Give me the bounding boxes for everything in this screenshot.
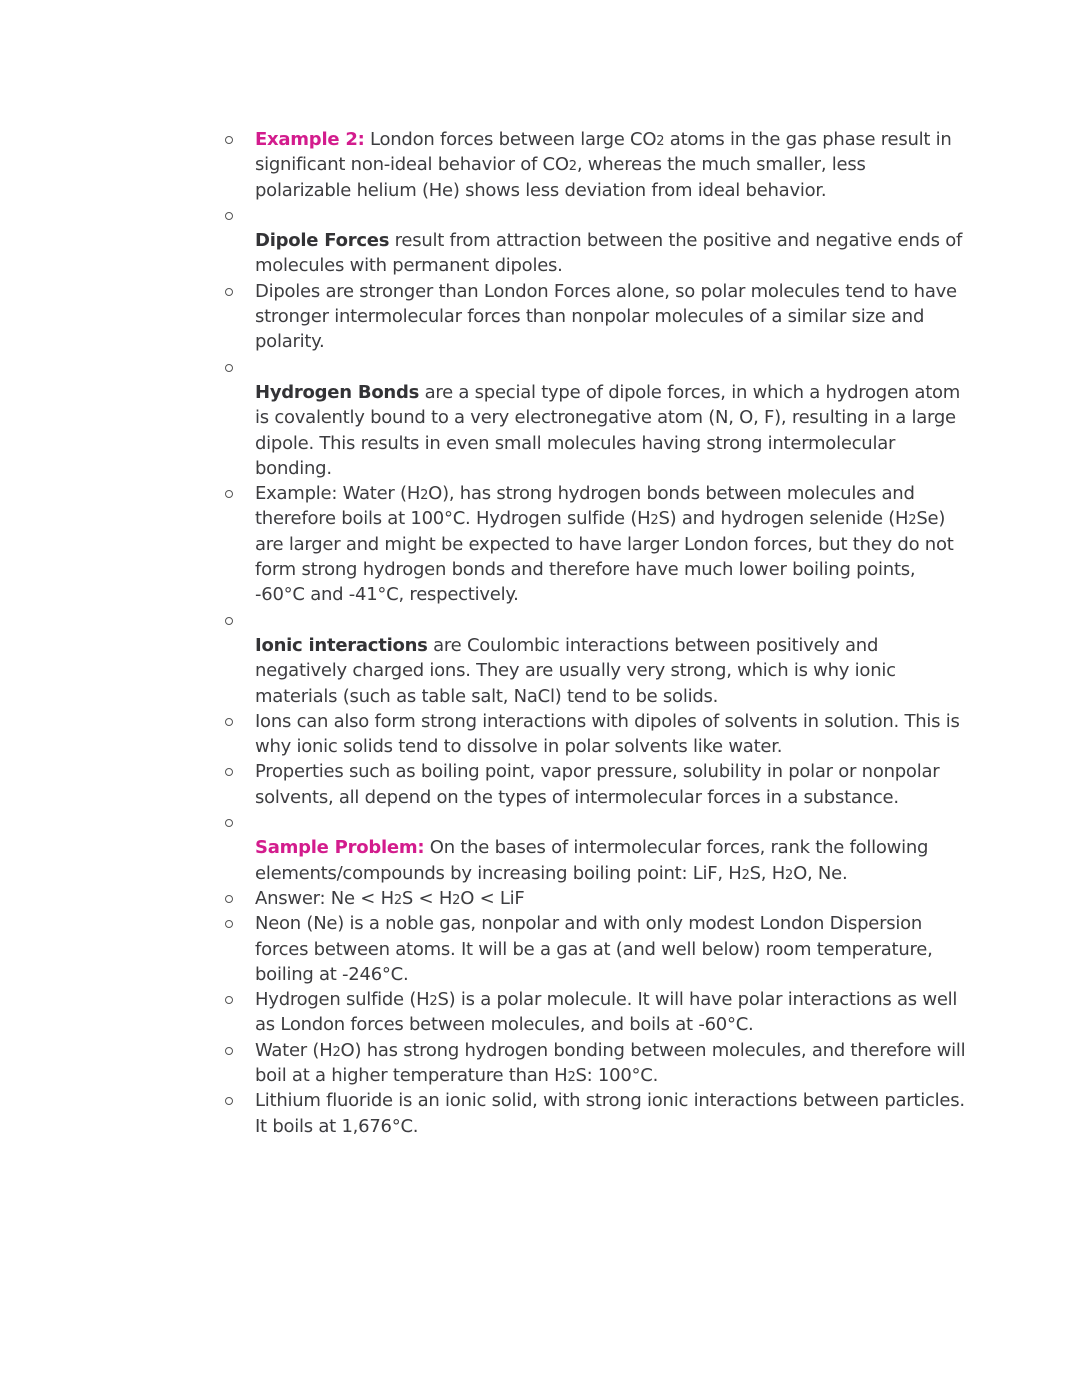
circle-bullet-icon bbox=[225, 920, 233, 928]
text-segment-normal: S, H bbox=[749, 862, 786, 884]
list-item bbox=[224, 886, 967, 911]
circle-bullet-icon bbox=[225, 1047, 233, 1055]
text-segment-normal: Properties such as boiling point, vapor pressure, solubility in polar or nonpolar solvents, all depend on the types of intermolecular forces in a substance. bbox=[255, 761, 940, 808]
text-segment-bold: Ionic interactions bbox=[255, 634, 428, 656]
list-item-text bbox=[255, 911, 967, 987]
text-segment-sub: 2 bbox=[393, 892, 402, 908]
text-segment-normal: Hydrogen sulfide (H bbox=[255, 989, 430, 1011]
text-segment-normal: atoms in the gas phase result in significant non-ideal behavior of CO bbox=[255, 129, 952, 176]
list-item-text bbox=[255, 759, 967, 810]
text-segment-normal: S < H bbox=[401, 887, 453, 909]
text-segment-sub: 2 bbox=[568, 159, 577, 175]
text-segment-sub: 2 bbox=[650, 513, 659, 529]
text-segment-sub: 2 bbox=[908, 513, 917, 529]
text-segment-normal: , whereas the much smaller, less polarizable helium (He) shows less deviation from ideal behavior. bbox=[255, 154, 866, 201]
list-item-text bbox=[255, 380, 967, 481]
list-item-text bbox=[255, 886, 967, 911]
list-item-text bbox=[255, 709, 967, 760]
text-segment-normal: S) and hydrogen selenide (H bbox=[658, 508, 909, 530]
text-segment-bold: Dipole Forces bbox=[255, 230, 390, 252]
list-item-text bbox=[255, 481, 967, 607]
text-segment-normal: Water (H bbox=[255, 1039, 333, 1061]
circle-bullet-icon bbox=[225, 819, 233, 827]
list-item bbox=[224, 1038, 967, 1089]
text-segment-normal: London forces between large CO bbox=[364, 129, 657, 150]
circle-bullet-icon bbox=[225, 212, 233, 220]
list-item bbox=[224, 987, 967, 1038]
list-item-text bbox=[255, 279, 967, 355]
list-item-text bbox=[255, 835, 967, 886]
text-segment-normal: Neon (Ne) is a noble gas, nonpolar and with only modest London Dispersion forces between atoms. It will be a gas at (and well below) room temperature, boiling at -246°C. bbox=[255, 913, 933, 985]
text-segment-sub: 2 bbox=[429, 994, 438, 1010]
list-item-text bbox=[255, 1038, 967, 1089]
list-item bbox=[224, 810, 967, 886]
text-segment-normal: Ions can also form strong interactions with dipoles of solvents in solution. This is why ionic solids tend to dissolve in polar solvents like water. bbox=[255, 710, 960, 758]
empty-bullet-line bbox=[255, 608, 967, 633]
text-segment-normal: are Coulombic interactions between positively and negatively charged ions. They are usually very strong, which is why ionic materials (such as table salt, NaCl) tend to be solids. bbox=[255, 634, 896, 707]
text-segment-accent-bold: Sample Problem: bbox=[255, 837, 425, 859]
list-item bbox=[224, 127, 967, 203]
empty-bullet-line bbox=[255, 203, 967, 228]
bullet-list bbox=[224, 127, 969, 1139]
circle-bullet-icon bbox=[225, 895, 233, 903]
text-segment-normal: Se) are larger and might be expected to have larger London forces, but they do not form strong hydrogen bonds and therefore have much lower boiling points, -60°C and -41°C, respectively. bbox=[255, 508, 954, 606]
empty-bullet-line bbox=[255, 810, 967, 835]
circle-bullet-icon bbox=[225, 490, 233, 498]
text-segment-normal: are a special type of dipole forces, in which a hydrogen atom is covalently bound to a very electronegative atom (N, O, F), resulting in a large dipole. This results in even small molecules having strong intermolecular bonding. bbox=[255, 381, 961, 479]
text-segment-normal: O < LiF bbox=[460, 887, 525, 909]
list-item bbox=[224, 481, 967, 607]
document-body bbox=[224, 127, 969, 1139]
text-segment-sub: 2 bbox=[741, 867, 750, 883]
circle-bullet-icon bbox=[225, 136, 233, 144]
list-item bbox=[224, 709, 967, 760]
text-segment-normal: On the bases of intermolecular forces, rank the following elements/compounds by increasing boiling point: LiF, H bbox=[255, 837, 929, 884]
text-segment-normal: Dipoles are stronger than London Forces alone, so polar molecules tend to have stronger intermolecular forces than nonpolar molecules of a similar size and polarity. bbox=[255, 280, 957, 353]
text-segment-normal: Lithium fluoride is an ionic solid, with strong ionic interactions between particles. It boils at 1,676°C. bbox=[255, 1090, 965, 1137]
circle-bullet-icon bbox=[225, 768, 233, 776]
circle-bullet-icon bbox=[225, 288, 233, 296]
list-item bbox=[224, 608, 967, 709]
list-item-text bbox=[255, 987, 967, 1038]
list-item bbox=[224, 355, 967, 481]
list-item-text bbox=[255, 633, 967, 709]
list-item-text bbox=[255, 1088, 967, 1139]
circle-bullet-icon bbox=[225, 718, 233, 726]
text-segment-normal: result from attraction between the positive and negative ends of molecules with permanent dipoles. bbox=[255, 230, 963, 277]
text-segment-sub: 2 bbox=[332, 1044, 341, 1060]
text-segment-normal: O, Ne. bbox=[793, 862, 848, 884]
list-item-text bbox=[255, 228, 967, 279]
circle-bullet-icon bbox=[225, 617, 233, 625]
text-segment-bold: Hydrogen Bonds bbox=[255, 381, 420, 403]
circle-bullet-icon bbox=[225, 1097, 233, 1105]
text-segment-normal: S) is a polar molecule. It will have polar interactions as well as London forces between molecules, and boils at -60°C. bbox=[255, 989, 958, 1036]
text-segment-sub: 2 bbox=[452, 892, 461, 908]
text-segment-sub: 2 bbox=[420, 488, 429, 504]
list-item bbox=[224, 203, 967, 279]
text-segment-normal: Example: Water (H bbox=[255, 483, 421, 505]
text-segment-sub: 2 bbox=[656, 134, 665, 149]
text-segment-normal: O), has strong hydrogen bonds between molecules and therefore boils at 100°C. Hydrogen sulfide (H bbox=[255, 483, 915, 530]
text-segment-accent-bold: Example 2: bbox=[255, 129, 365, 150]
text-segment-normal: S: 100°C. bbox=[575, 1064, 659, 1086]
circle-bullet-icon bbox=[225, 364, 233, 372]
list-item bbox=[224, 279, 967, 355]
text-segment-normal: O) has strong hydrogen bonding between molecules, and therefore will boil at a higher temperature than H bbox=[255, 1039, 966, 1086]
list-item bbox=[224, 1088, 967, 1139]
empty-bullet-line bbox=[255, 355, 967, 380]
list-item bbox=[224, 759, 967, 810]
list-item bbox=[224, 911, 967, 987]
text-segment-normal: Answer: Ne < H bbox=[255, 887, 394, 909]
list-item-text bbox=[255, 127, 967, 203]
text-segment-sub: 2 bbox=[785, 867, 794, 883]
text-segment-sub: 2 bbox=[567, 1069, 576, 1085]
circle-bullet-icon bbox=[225, 996, 233, 1004]
